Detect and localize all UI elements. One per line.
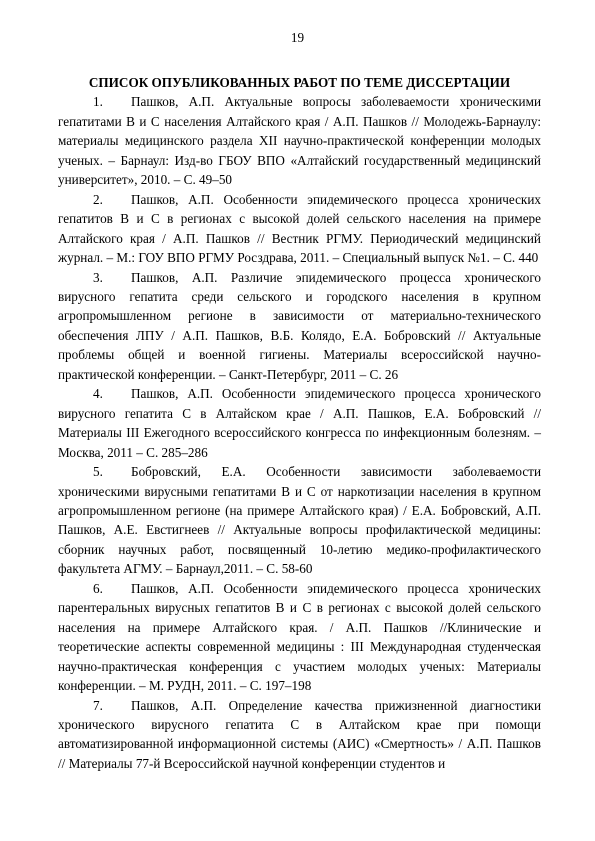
list-item-text: Пашков, А.П. Особенности эпидемического процесса хронических гепатитов В и С в регионах с высокой долей сельского населения на примере Алтайского края / А.П. Пашков // Вестник РГМУ. Периодический медицинский журнал. – М.: ГОУ ВПО РГМУ Росздрава, 2011. – Специальный выпуск №1. – С. 440 xyxy=(58,191,541,266)
list-item-number: 3. xyxy=(93,269,103,285)
list-item xyxy=(58,696,541,774)
list-item-text: Пашков, А.П. Определение качества прижизненной диагностики хронического вирусного гепатита С в Алтайском крае при помощи автоматизированной информационной системы (АИС) «Смертность» / А.П. Пашков // Материалы 77-й Всероссийской научной конференции студентов и xyxy=(58,697,541,771)
list-item-number: 2. xyxy=(93,191,103,207)
list-item xyxy=(58,462,541,579)
list-item xyxy=(58,384,541,462)
list-item xyxy=(58,92,541,189)
page-title: СПИСОК ОПУБЛИКОВАННЫХ РАБОТ ПО ТЕМЕ ДИССЕРТАЦИИ xyxy=(88,75,511,90)
list-item xyxy=(58,268,541,385)
list-item-text: Пашков, А.П. Особенности эпидемического процесса хронического вирусного гепатита С в Алтайском крае / А.П. Пашков, Е.А. Бобровский // Материалы III Ежегодного всероссийского конгресса по инфекционным болезням. – Москва, 2011 – С. 285–286 xyxy=(58,386,541,460)
list-item-number: 1. xyxy=(93,94,103,110)
publication-list xyxy=(58,73,541,773)
list-item-text: Пашков, А.П. Различие эпидемического процесса хронического вирусного гепатита среди сельского и городского населения в крупном агропромышленном регионе в зависимости от материально-технического обеспечения ЛПУ / А.П. Пашков, В.Б. Колядо, Е.А. Бобровский // Актуальные проблемы общей и военной гигиены. Материалы всероссийской научно-практической конференции. – Санкт-Петербург, 2011 – С. 26 xyxy=(58,269,541,382)
list-item-text: Пашков, А.П. Актуальные вопросы заболеваемости хроническими гепатитами В и С населения Алтайского края / А.П. Пашков // Молодежь-Барнаулу: материалы медицинского раздела XII научно-практической конференции молодых ученых. – Барнаул: Изд-во ГБОУ ВПО «Алтайский государственный медицинский университет», 2010. – С. 49–50 xyxy=(58,94,541,188)
list-item-number: 6. xyxy=(93,580,103,596)
list-item-text: Пашков, А.П. Особенности эпидемического процесса хронических парентеральных вирусных гепатитов В и С в регионах с высокой долей сельского населения на примере Алтайского края. / А.П. Пашков //Клинические и теоретические аспекты современной медицины : III Международная студенческая научно-практическая конференция с участием молодых ученых: Материалы конференции. – М. РУДН, 2011. – С. 197–198 xyxy=(58,580,541,694)
list-item-number: 4. xyxy=(93,386,103,402)
list-item xyxy=(58,190,541,268)
page-number: 19 xyxy=(290,30,305,45)
list-item xyxy=(58,579,541,696)
list-item-number: 5. xyxy=(93,464,103,480)
list-item-number: 7. xyxy=(93,697,103,713)
list-item-text: Бобровский, Е.А. Особенности зависимости заболеваемости хроническими вирусными гепатитами В и С от наркотизации населения в крупном агропромышленном регионе (на примере Алтайского края) / Е.А. Бобровский, А.П. Пашков, А.Е. Евстигнеев // Актуальные вопросы профилактической медицины: сборник научных работ, посвященный 10-летию медико-профилактического факультета АГМУ. – Барнаул,2011. – С. 58-60 xyxy=(58,464,541,577)
